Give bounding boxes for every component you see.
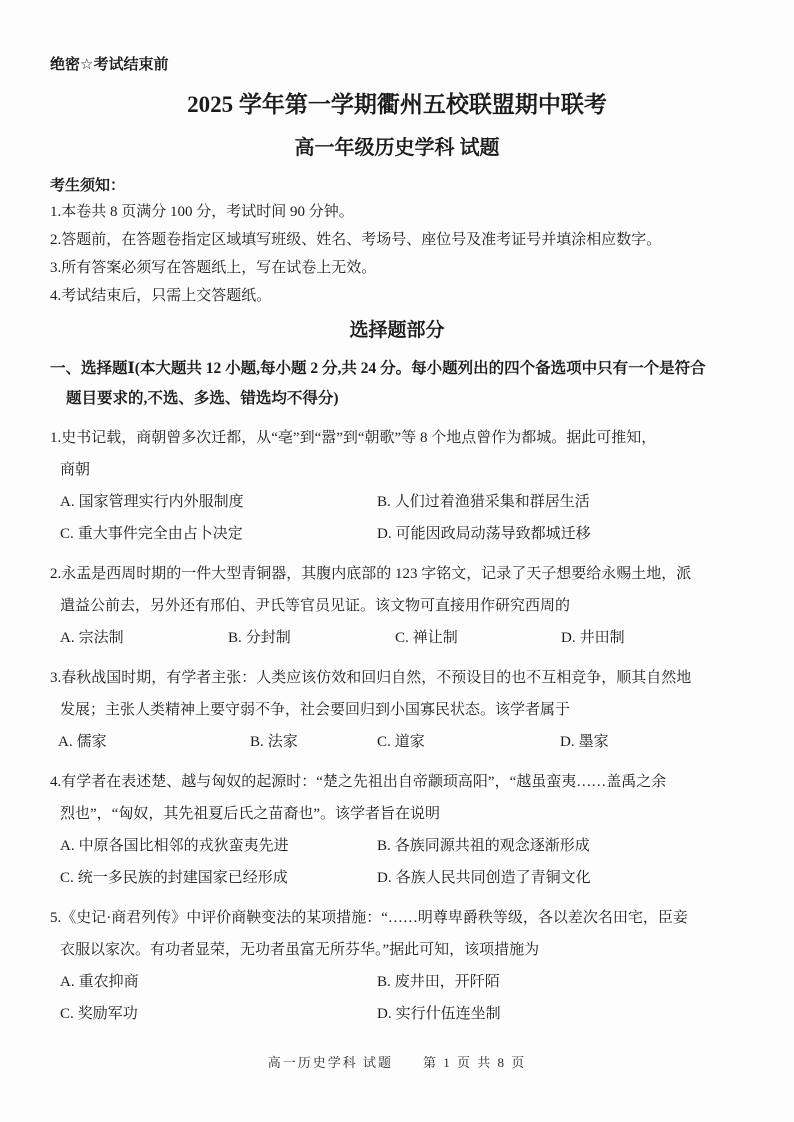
option-c	[395, 622, 561, 654]
option-text: 中原各国比相邻的戎狄蛮夷先进	[78, 838, 289, 854]
section-intro-line-1: 一、选择题Ⅰ(本大题共 12 小题,每小题 2 分,共 24 分。每小题列出的四个备选项中只有一个是符合	[50, 360, 706, 377]
question-4	[50, 766, 744, 894]
option-text: 废井田，开阡陌	[394, 974, 500, 990]
option-a	[60, 966, 377, 998]
options-row	[50, 486, 744, 518]
option-label: D.	[561, 630, 576, 646]
option-d	[377, 518, 744, 550]
question-2	[50, 558, 744, 654]
question-stem-line: 发展；主张人类精神上要守弱不争，社会要回归到小国寡民状态。该学者属于	[60, 702, 571, 718]
option-text: 井田制	[579, 630, 625, 646]
option-text: 墨家	[578, 734, 609, 750]
option-label: A.	[60, 494, 75, 510]
question-3	[50, 662, 744, 758]
option-a	[60, 486, 377, 518]
option-a	[58, 726, 250, 758]
option-text: 国家管理实行内外服制度	[78, 494, 244, 510]
section-intro-line-2: 题目要求的,不选、多选、错选均不得分)	[66, 390, 339, 407]
option-d	[377, 862, 744, 894]
question-5	[50, 902, 744, 1030]
option-text: 禅让制	[412, 630, 458, 646]
question-stem-line: 商朝	[60, 462, 91, 478]
option-text: 各族人民共同创造了青铜文化	[395, 870, 591, 886]
option-c	[60, 862, 377, 894]
option-text: 重农抑商	[78, 974, 139, 990]
option-text: 实行什伍连坐制	[395, 1006, 501, 1022]
option-label: C.	[60, 526, 74, 542]
notice-item-1: 1.本卷共 8 页满分 100 分，考试时间 90 分钟。	[50, 204, 354, 220]
option-b	[250, 726, 377, 758]
option-label: C.	[60, 1006, 74, 1022]
option-label: D.	[377, 870, 392, 886]
notice-item-3: 3.所有答案必须写在答题纸上，写在试卷上无效。	[50, 260, 377, 276]
option-label: D.	[377, 1006, 392, 1022]
option-label: B.	[377, 494, 391, 510]
question-stem-line: 遣益公前去，另外还有邢伯、尹氏等官员见证。该文物可直接用作研究西周的	[60, 598, 571, 614]
option-label: B.	[228, 630, 242, 646]
notice-item-4: 4.考试结束后，只需上交答题纸。	[50, 288, 272, 304]
option-text: 分封制	[245, 630, 291, 646]
option-label: D.	[560, 734, 575, 750]
footer-course-label: 高一历史学科 试题	[267, 1055, 393, 1070]
option-b	[377, 830, 744, 862]
option-text: 宗法制	[78, 630, 124, 646]
option-label: C.	[377, 734, 391, 750]
option-label: B.	[250, 734, 264, 750]
option-text: 重大事件完全由占卜决定	[77, 526, 243, 542]
option-c	[60, 518, 377, 550]
notice-item-2: 2.答题前，在答题卷指定区域填写班级、姓名、考场号、座位号及准考证号并填涂相应数字。	[50, 232, 662, 248]
option-b	[377, 966, 744, 998]
option-label: D.	[377, 526, 392, 542]
options-row	[50, 726, 744, 758]
question-stem-line: 5.《史记·商君列传》中评价商鞅变法的某项措施：“……明尊卑爵秩等级，各以差次名田宅，臣妾	[50, 910, 688, 926]
option-text: 儒家	[76, 734, 107, 750]
option-text: 统一多民族的封建国家已经形成	[77, 870, 288, 886]
option-label: C.	[60, 870, 74, 886]
option-d	[560, 726, 744, 758]
question-stem-line: 烈也”，“匈奴，其先祖夏后氏之苗裔也”。该学者旨在说明	[60, 806, 440, 822]
option-label: A.	[60, 974, 75, 990]
option-label: A.	[60, 630, 75, 646]
option-text: 法家	[267, 734, 298, 750]
option-a	[60, 622, 228, 654]
candidate-notice-heading: 考生须知：	[50, 177, 126, 194]
section-intro	[50, 354, 744, 414]
question-stem-line: 3.春秋战国时期，有学者主张：人类应该仿效和回归自然，不预设目的也不互相竞争，顺其自然地	[50, 670, 692, 686]
option-label: A.	[58, 734, 73, 750]
question-stem-line: 2.永盂是西周时期的一件大型青铜器，其腹内底部的 123 字铭文，记录了天子想要给永赐土地，派	[50, 566, 692, 582]
option-b	[228, 622, 395, 654]
option-b	[377, 486, 744, 518]
question-stem-line: 1.史书记载，商朝曾多次迁都，从“亳”到“嚣”到“朝歌”等 8 个地点曾作为都城。据此可推知，	[50, 430, 657, 446]
part-heading: 选择题部分	[349, 320, 445, 341]
option-label: A.	[60, 838, 75, 854]
exam-title: 2025 学年第一学期衢州五校联盟期中联考	[187, 92, 607, 117]
options-row	[50, 830, 744, 862]
option-a	[60, 830, 377, 862]
options-row	[50, 862, 744, 894]
option-d	[561, 622, 744, 654]
options-row	[50, 998, 744, 1030]
option-label: C.	[395, 630, 409, 646]
footer-page-indicator: 第 1 页 共 8 页	[423, 1055, 527, 1070]
question-list	[50, 422, 744, 1030]
option-text: 人们过着渔猎采集和群居生活	[394, 494, 590, 510]
option-text: 各族同源共祖的观念逐渐形成	[394, 838, 590, 854]
options-row	[50, 966, 744, 998]
question-1	[50, 422, 744, 550]
question-stem-line: 4.有学者在表述楚、越与匈奴的起源时：“楚之先祖出自帝颛顼高阳”，“越虽蛮夷……盖禹之余	[50, 774, 667, 790]
security-notice: 绝密☆考试结束前	[50, 56, 169, 73]
option-label: B.	[377, 838, 391, 854]
question-stem-line: 衣服以家次。有功者显荣，无功者虽富无所芬华。”据此可知，该项措施为	[60, 942, 540, 958]
options-row	[50, 518, 744, 550]
option-label: B.	[377, 974, 391, 990]
option-text: 道家	[394, 734, 425, 750]
option-text: 奖励军功	[77, 1006, 138, 1022]
option-text: 可能因政局动荡导致都城迁移	[395, 526, 591, 542]
options-row	[50, 622, 744, 654]
option-c	[60, 998, 377, 1030]
page-footer	[0, 1052, 794, 1071]
option-d	[377, 998, 744, 1030]
exam-subtitle: 高一年级历史学科 试题	[294, 137, 500, 159]
option-c	[377, 726, 560, 758]
